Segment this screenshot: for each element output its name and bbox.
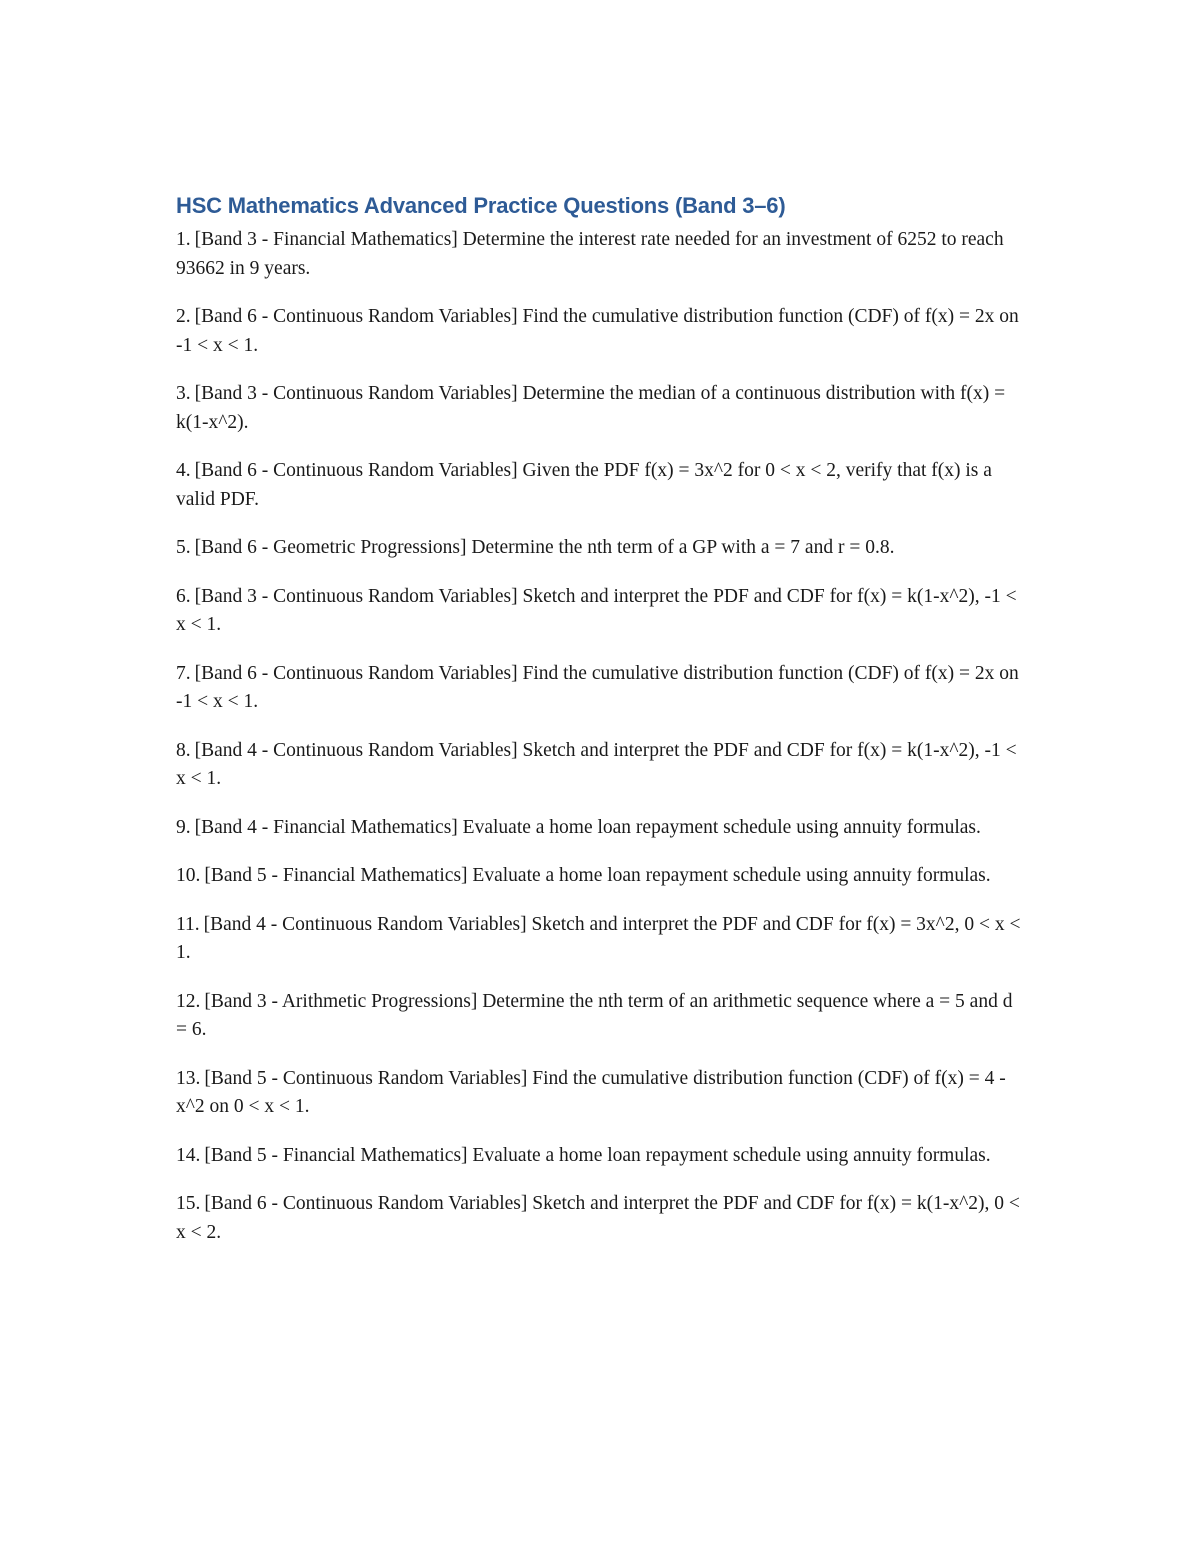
question-text: [Band 3 - Continuous Random Variables] Sketch and interpret the PDF and CDF for f(x) = k(1-x^2), -1 < x < 1. xyxy=(176,585,1017,635)
question-item xyxy=(176,1190,1026,1247)
question-item xyxy=(176,862,1026,891)
question-text: [Band 3 - Financial Mathematics] Determine the interest rate needed for an investment of 6252 to reach 93662 in 9 years. xyxy=(176,229,1004,279)
question-number: 2. xyxy=(176,306,191,327)
question-number: 11. xyxy=(176,913,200,935)
question-text: [Band 4 - Financial Mathematics] Evaluate a home loan repayment schedule using annuity formulas. xyxy=(194,816,981,838)
question-item xyxy=(176,1142,1026,1171)
question-number: 14. xyxy=(176,1144,201,1166)
question-number: 13. xyxy=(176,1067,201,1089)
question-number: 7. xyxy=(176,662,191,684)
question-text: [Band 6 - Continuous Random Variables] Find the cumulative distribution function (CDF) of f(x) = 2x on -1 < x < 1. xyxy=(176,662,1019,712)
question-item xyxy=(176,303,1026,360)
question-item xyxy=(176,226,1026,283)
question-number: 3. xyxy=(176,383,191,404)
question-text: [Band 6 - Continuous Random Variables] Given the PDF f(x) = 3x^2 for 0 < x < 2, verify that f(x) is a valid PDF. xyxy=(176,460,992,510)
question-number: 6. xyxy=(176,585,191,607)
question-number: 1. xyxy=(176,229,191,250)
document-title: HSC Mathematics Advanced Practice Questions (Band 3–6) xyxy=(176,193,786,218)
question-item xyxy=(176,457,1026,514)
question-item xyxy=(176,814,1026,843)
question-item xyxy=(176,737,1026,794)
question-text: [Band 4 - Continuous Random Variables] Sketch and interpret the PDF and CDF for f(x) = k(1-x^2), -1 < x < 1. xyxy=(176,739,1017,789)
question-number: 10. xyxy=(176,865,201,886)
question-text: [Band 4 - Continuous Random Variables] Sketch and interpret the PDF and CDF for f(x) = 3x^2, 0 < x < 1. xyxy=(176,913,1021,963)
question-item xyxy=(176,660,1026,717)
question-item xyxy=(176,380,1026,437)
question-text: [Band 5 - Financial Mathematics] Evaluate a home loan repayment schedule using annuity formulas. xyxy=(204,865,991,886)
question-text: [Band 6 - Continuous Random Variables] Sketch and interpret the PDF and CDF for f(x) = k(1-x^2), 0 < x < 2. xyxy=(176,1193,1020,1243)
question-text: [Band 3 - Continuous Random Variables] Determine the median of a continuous distribution with f(x) = k(1-x^2). xyxy=(176,383,1006,433)
question-item xyxy=(176,1065,1026,1122)
question-text: [Band 3 - Arithmetic Progressions] Determine the nth term of an arithmetic sequence where a = 5 and d = 6. xyxy=(176,990,1013,1040)
question-text: [Band 5 - Financial Mathematics] Evaluate a home loan repayment schedule using annuity formulas. xyxy=(204,1144,991,1166)
question-text: [Band 6 - Continuous Random Variables] Find the cumulative distribution function (CDF) of f(x) = 2x on -1 < x < 1. xyxy=(176,306,1019,356)
question-number: 8. xyxy=(176,739,191,761)
question-number: 4. xyxy=(176,460,191,481)
question-item xyxy=(176,911,1026,968)
question-number: 5. xyxy=(176,537,191,558)
question-text: [Band 5 - Continuous Random Variables] Find the cumulative distribution function (CDF) of f(x) = 4 - x^2 on 0 < x < 1. xyxy=(176,1067,1006,1117)
question-item xyxy=(176,988,1026,1045)
question-number: 15. xyxy=(176,1193,201,1214)
question-item xyxy=(176,583,1026,640)
question-number: 12. xyxy=(176,990,201,1012)
question-list xyxy=(176,226,1026,1247)
question-text: [Band 6 - Geometric Progressions] Determine the nth term of a GP with a = 7 and r = 0.8. xyxy=(194,537,895,558)
document-content xyxy=(176,190,1026,1267)
question-number: 9. xyxy=(176,816,191,838)
question-item xyxy=(176,534,1026,563)
